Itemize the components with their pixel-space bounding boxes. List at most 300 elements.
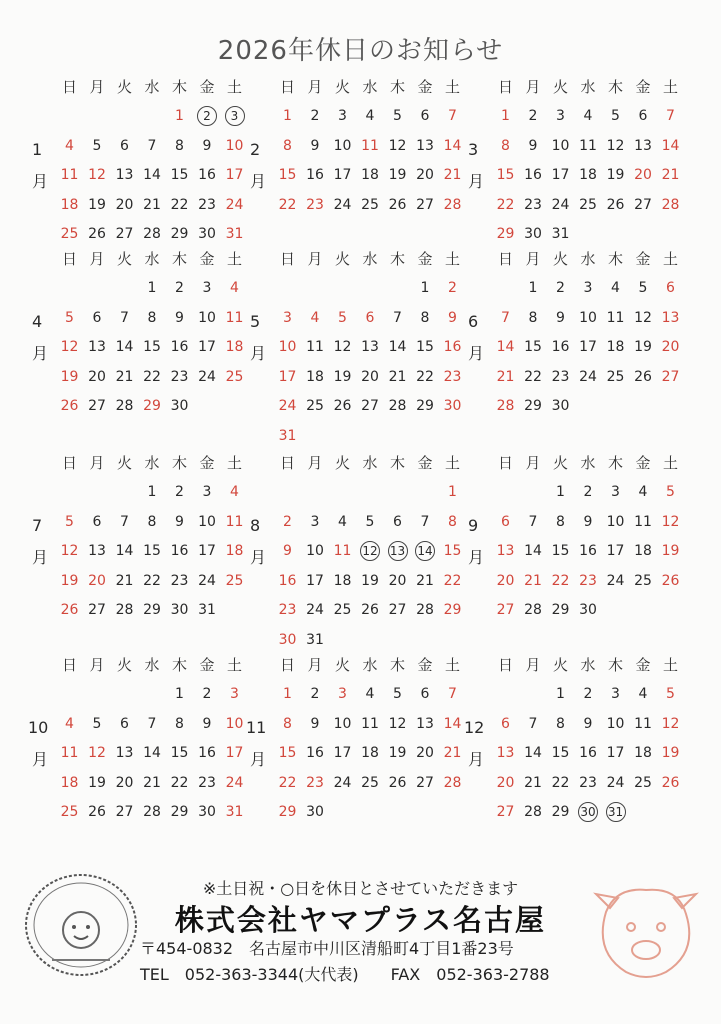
weekday-header: 水 (362, 656, 378, 674)
calendar-day: 5 (393, 686, 402, 702)
calendar-day: 21 (115, 368, 134, 385)
calendar-day: 18 (225, 543, 244, 559)
calendar-day: 29 (170, 226, 189, 242)
calendar-day: 15 (170, 167, 189, 183)
calendar-day: 8 (556, 513, 565, 530)
calendar-day: 4 (338, 513, 347, 530)
weekday-header: 木 (607, 78, 623, 96)
calendar-day: 15 (278, 167, 297, 183)
weekday-header: 月 (525, 250, 541, 268)
weekday-header: 金 (417, 656, 433, 674)
calendar-day: 4 (230, 280, 239, 296)
calendar-day: 5 (65, 309, 74, 326)
weekday-header: 月 (525, 454, 541, 472)
weekday-header: 金 (199, 656, 215, 674)
calendar-day: 31 (551, 226, 570, 242)
calendar-day: 24 (579, 368, 597, 385)
calendar-day: 11 (634, 715, 652, 732)
calendar-day: 4 (230, 484, 239, 500)
calendar-day: 23 (198, 196, 216, 213)
calendar-day: 7 (147, 715, 157, 732)
calendar-day: 30 (443, 398, 462, 414)
calendar-day: 23 (551, 368, 570, 385)
calendar-day: 1 (283, 686, 292, 702)
calendar-day: 23 (579, 774, 597, 791)
calendar-day: 9 (202, 137, 212, 154)
weekday-header: 水 (362, 78, 378, 96)
calendar-day: 14 (443, 715, 462, 732)
weekday-header: 火 (552, 454, 568, 472)
weekday-header: 月 (307, 78, 323, 96)
calendar-day: 14 (412, 541, 439, 561)
calendar-day: 7 (448, 108, 457, 124)
calendar-day: 3 (556, 108, 565, 124)
calendar-day: 8 (175, 137, 184, 154)
calendar-day: 9 (583, 715, 593, 732)
calendar-day: 30 (278, 631, 297, 648)
calendar-day: 28 (115, 398, 134, 414)
calendar-day: 30 (306, 804, 324, 820)
calendar-day: 9 (202, 715, 212, 732)
calendar-day: 26 (361, 602, 379, 618)
calendar-day: 2 (175, 280, 184, 296)
calendar-day: 21 (416, 572, 434, 589)
weekday-header: 金 (199, 454, 215, 472)
weekday-header: 日 (279, 656, 295, 674)
calendar-day: 13 (416, 715, 434, 732)
calendar-day: 2 (283, 513, 292, 530)
calendar-day: 25 (60, 804, 79, 820)
weekday-header: 日 (279, 78, 295, 96)
calendar-day: 9 (283, 543, 292, 559)
weekday-header: 土 (444, 454, 460, 472)
calendar-day: 3 (338, 686, 347, 702)
month-number: 6 (468, 311, 479, 331)
calendar-day: 9 (583, 513, 593, 530)
calendar-day: 1 (556, 484, 565, 500)
weekday-header: 木 (389, 250, 405, 268)
calendar-day: 2 (448, 280, 457, 296)
weekday-header: 土 (662, 454, 678, 472)
calendar-day: 7 (666, 108, 675, 124)
weekday-header: 火 (116, 454, 132, 472)
calendar-day: 17 (606, 543, 625, 559)
calendar-day: 3 (583, 280, 593, 296)
weekday-header: 土 (226, 454, 242, 472)
calendar-day: 14 (115, 543, 134, 559)
calendar-day: 7 (528, 513, 538, 530)
month-suffix: 月 (32, 548, 49, 567)
calendar-day: 27 (496, 804, 515, 820)
calendar-day: 21 (143, 196, 161, 213)
month-number: 11 (246, 717, 267, 737)
calendar-day: 23 (170, 368, 189, 385)
calendar-day: 24 (198, 572, 216, 589)
weekday-header: 土 (662, 78, 678, 96)
company-phone-fax: TEL 052-363-3344(大代表) FAX 052-363-2788 (140, 965, 550, 984)
calendar-day: 7 (448, 686, 457, 702)
calendar-day: 21 (443, 167, 462, 183)
calendar-day: 10 (579, 309, 597, 326)
calendar-day: 1 (448, 484, 457, 500)
calendar-day: 20 (416, 167, 434, 183)
calendar-day: 9 (556, 309, 565, 326)
calendar-day: 30 (551, 398, 570, 414)
calendar-day: 11 (60, 745, 79, 761)
calendar-day: 23 (198, 774, 216, 791)
weekday-header: 水 (580, 656, 596, 674)
calendar-day: 19 (661, 543, 680, 559)
calendar-day: 24 (306, 602, 324, 618)
weekday-header: 土 (226, 656, 242, 674)
calendar-day: 2 (175, 484, 184, 500)
calendar-day: 8 (283, 715, 292, 732)
calendar-day: 14 (496, 339, 515, 355)
calendar-day: 12 (357, 541, 384, 561)
calendar-day: 17 (278, 368, 297, 385)
weekday-header: 月 (89, 78, 105, 96)
calendar-day: 26 (388, 196, 407, 213)
calendar-day: 9 (448, 309, 457, 326)
page-title: 2026年休日のお知らせ (217, 36, 504, 66)
calendar-day: 20 (661, 339, 680, 355)
calendar-day: 15 (170, 745, 189, 761)
calendar-day: 1 (501, 108, 510, 124)
calendar-day: 17 (225, 745, 244, 761)
month-suffix: 月 (32, 344, 49, 363)
calendar-day: 1 (147, 280, 157, 296)
month-number: 8 (250, 515, 261, 535)
calendar-day: 16 (278, 572, 297, 589)
calendar-day: 24 (606, 774, 625, 791)
calendar-day: 9 (310, 715, 320, 732)
calendar-day: 3 (230, 686, 239, 702)
calendar-day: 19 (388, 745, 407, 761)
month-suffix: 月 (250, 548, 267, 567)
calendar-day: 16 (551, 339, 570, 355)
calendar-day: 17 (198, 339, 216, 355)
calendar-day: 16 (198, 167, 216, 183)
calendar-day: 17 (306, 572, 324, 589)
calendar-day: 28 (661, 196, 680, 213)
calendar-day: 18 (306, 368, 324, 385)
calendar-day: 8 (147, 513, 157, 530)
weekday-header: 土 (444, 656, 460, 674)
calendar-day: 10 (306, 543, 324, 559)
calendar-day: 26 (606, 196, 625, 213)
calendar-day: 30 (170, 398, 189, 414)
calendar-day: 3 (221, 106, 248, 126)
calendar-day: 6 (501, 715, 510, 732)
calendar-day: 27 (634, 196, 652, 213)
calendar-day: 6 (365, 309, 375, 326)
calendar-day: 26 (661, 774, 680, 791)
calendar-day: 15 (143, 339, 161, 355)
calendar-day: 25 (361, 774, 379, 791)
month-number: 9 (468, 515, 479, 535)
calendar-day: 18 (634, 543, 652, 559)
calendar-day: 20 (115, 774, 134, 791)
calendar-day: 19 (60, 572, 79, 589)
calendar-day: 31 (306, 631, 324, 648)
calendar-day: 27 (496, 602, 515, 618)
calendar-day: 27 (388, 602, 407, 618)
month-number: 10 (28, 717, 49, 737)
calendar-day: 8 (501, 137, 510, 154)
calendar-day: 31 (225, 804, 244, 820)
calendar-day: 17 (579, 339, 597, 355)
calendar-day: 22 (443, 572, 462, 589)
calendar-day: 21 (115, 572, 134, 589)
calendar-day: 1 (528, 280, 538, 296)
weekday-header: 土 (226, 78, 242, 96)
calendar-day: 4 (365, 686, 375, 702)
weekday-header: 水 (144, 656, 160, 674)
weekday-header: 日 (279, 454, 295, 472)
calendar-day: 29 (496, 226, 515, 242)
calendar-day: 1 (175, 686, 184, 702)
calendar-day: 5 (666, 484, 675, 500)
calendar-day: 23 (579, 572, 597, 589)
calendar-day: 10 (198, 513, 216, 530)
weekday-header: 木 (389, 454, 405, 472)
calendar-day: 3 (283, 309, 292, 326)
calendar-day: 25 (606, 368, 625, 385)
weekday-header: 金 (635, 78, 651, 96)
calendar-day: 14 (524, 543, 542, 559)
calendar-day: 19 (388, 167, 407, 183)
calendar-day: 25 (634, 572, 652, 589)
month-number: 5 (250, 311, 261, 331)
weekday-header: 土 (444, 78, 460, 96)
calendar-day: 2 (556, 280, 565, 296)
weekday-header: 木 (171, 250, 187, 268)
weekday-header: 日 (61, 656, 77, 674)
month-number: 2 (250, 139, 261, 159)
calendar-day: 25 (306, 398, 324, 414)
calendar-day: 18 (579, 167, 597, 183)
weekday-header: 土 (226, 250, 242, 268)
calendar-day: 15 (278, 745, 297, 761)
calendar-day: 4 (611, 280, 620, 296)
calendar-day: 10 (606, 513, 625, 530)
calendar-day: 4 (365, 108, 375, 124)
calendar-day: 28 (416, 602, 434, 618)
calendar-day: 5 (338, 309, 347, 326)
calendar-day: 27 (416, 196, 434, 213)
weekday-header: 月 (525, 78, 541, 96)
calendar-day: 22 (278, 196, 297, 213)
calendar-day: 16 (198, 745, 216, 761)
calendar-day: 1 (147, 484, 157, 500)
calendar-day: 5 (611, 108, 620, 124)
calendar-day: 15 (551, 543, 570, 559)
calendar-day: 10 (198, 309, 216, 326)
calendar-day: 20 (115, 196, 134, 213)
calendar-day: 14 (115, 339, 134, 355)
calendar-day: 12 (333, 339, 352, 355)
calendar-day: 4 (638, 686, 648, 702)
calendar-day: 20 (496, 572, 515, 589)
calendar-day: 20 (361, 368, 379, 385)
weekday-header: 木 (607, 656, 623, 674)
calendar-day: 6 (420, 108, 430, 124)
calendar-day: 20 (88, 572, 106, 589)
calendar-day: 24 (333, 196, 352, 213)
month-suffix: 月 (468, 750, 485, 769)
month-number: 4 (32, 311, 43, 331)
calendar-day: 31 (602, 802, 629, 822)
calendar-day: 6 (120, 715, 129, 732)
calendar-day: 22 (278, 774, 297, 791)
calendar-day: 29 (278, 804, 297, 820)
weekday-header: 木 (607, 250, 623, 268)
calendar-day: 5 (638, 280, 648, 296)
calendar-day: 16 (443, 339, 462, 355)
calendar-day: 17 (333, 167, 352, 183)
calendar-day: 23 (170, 572, 189, 589)
calendar-day: 15 (496, 167, 515, 183)
calendar-day: 2 (583, 686, 593, 702)
calendar-day: 18 (60, 196, 79, 213)
weekday-header: 木 (171, 78, 187, 96)
calendar-day: 31 (278, 427, 297, 444)
calendar-day: 24 (551, 196, 570, 213)
calendar-day: 24 (225, 774, 244, 791)
weekday-header: 金 (417, 250, 433, 268)
weekday-header: 金 (417, 78, 433, 96)
calendar-day: 3 (611, 686, 620, 702)
calendar-day: 24 (278, 398, 297, 414)
calendar-day: 26 (388, 774, 407, 791)
calendar-day: 20 (416, 745, 434, 761)
calendar-day: 10 (333, 137, 352, 154)
calendar-day: 24 (606, 572, 625, 589)
month-number: 1 (32, 139, 43, 159)
calendar-day: 17 (333, 745, 352, 761)
calendar-day: 28 (443, 196, 462, 213)
calendar-day: 30 (170, 602, 189, 618)
calendar-day: 11 (361, 715, 379, 732)
calendar-day: 16 (306, 167, 324, 183)
calendar-day: 17 (198, 543, 216, 559)
calendar-day: 2 (528, 108, 538, 124)
calendar-day: 17 (551, 167, 570, 183)
calendar-day: 5 (393, 108, 402, 124)
calendar-day: 10 (606, 715, 625, 732)
calendar-day: 27 (115, 804, 134, 820)
calendar-day: 14 (661, 137, 680, 154)
calendar-day: 22 (551, 572, 570, 589)
calendar-day: 15 (443, 543, 462, 559)
weekday-header: 日 (61, 250, 77, 268)
weekday-header: 木 (171, 454, 187, 472)
calendar-day: 2 (583, 484, 593, 500)
calendar-day: 12 (60, 543, 79, 559)
calendar-day: 14 (443, 137, 462, 154)
calendar-day: 6 (120, 137, 129, 154)
calendar-day: 9 (175, 513, 184, 530)
calendar-day: 25 (579, 196, 597, 213)
calendar-day: 6 (638, 108, 648, 124)
calendar-day: 21 (443, 745, 462, 761)
weekday-header: 木 (389, 78, 405, 96)
calendar-day: 7 (120, 513, 129, 530)
calendar-day: 1 (175, 108, 184, 124)
calendar-day: 6 (92, 513, 102, 530)
calendar-day: 25 (361, 196, 379, 213)
calendar-day: 14 (524, 745, 542, 761)
weekday-header: 金 (635, 454, 651, 472)
calendar-day: 24 (225, 196, 244, 213)
weekday-header: 水 (580, 78, 596, 96)
calendar-day: 19 (333, 368, 352, 385)
calendar-day: 28 (496, 398, 515, 414)
calendar-day: 18 (634, 745, 652, 761)
calendar-day: 14 (388, 339, 407, 355)
calendar-day: 20 (88, 368, 106, 385)
calendar-day: 18 (361, 745, 379, 761)
weekday-header: 木 (389, 656, 405, 674)
calendar-day: 28 (143, 226, 161, 242)
month-suffix: 月 (250, 344, 267, 363)
month-suffix: 月 (468, 548, 485, 567)
calendar-day: 13 (416, 137, 434, 154)
calendar-day: 5 (92, 715, 102, 732)
calendar-day: 8 (147, 309, 157, 326)
calendar-day: 8 (283, 137, 292, 154)
calendar-day: 28 (524, 804, 542, 820)
calendar-day: 19 (88, 774, 106, 791)
weekday-header: 金 (635, 250, 651, 268)
calendar-day: 29 (143, 602, 161, 618)
calendar-day: 15 (551, 745, 570, 761)
calendar-day: 14 (143, 745, 161, 761)
calendar-day: 18 (225, 339, 244, 355)
calendar-day: 7 (393, 309, 402, 326)
calendar-day: 11 (60, 167, 79, 183)
month-suffix: 月 (468, 172, 485, 191)
calendar-day: 22 (416, 368, 434, 385)
holiday-note: ※土日祝・○日を休日とさせていただきます (202, 879, 519, 898)
calendar-day: 1 (556, 686, 565, 702)
calendar-day: 1 (420, 280, 430, 296)
calendar-day: 11 (606, 309, 625, 326)
calendar-day: 1 (283, 108, 292, 124)
weekday-header: 月 (307, 656, 323, 674)
weekday-header: 火 (116, 250, 132, 268)
calendar-day: 10 (278, 339, 297, 355)
weekday-header: 日 (497, 250, 513, 268)
calendar-day: 18 (606, 339, 625, 355)
calendar-day: 11 (306, 339, 324, 355)
calendar-day: 22 (496, 196, 515, 213)
calendar-day: 22 (143, 368, 161, 385)
calendar-day: 11 (634, 513, 652, 530)
calendar-day: 12 (88, 745, 106, 761)
calendar-day: 5 (65, 513, 74, 530)
calendar-day: 13 (634, 137, 652, 154)
weekday-header: 火 (116, 78, 132, 96)
calendar-day: 10 (225, 137, 244, 154)
month-suffix: 月 (32, 172, 49, 191)
calendar-day: 23 (278, 602, 297, 618)
calendar-day: 22 (143, 572, 161, 589)
calendar-day: 13 (384, 541, 411, 561)
month-suffix: 月 (468, 344, 485, 363)
calendar-day: 30 (198, 226, 216, 242)
weekday-header: 木 (171, 656, 187, 674)
